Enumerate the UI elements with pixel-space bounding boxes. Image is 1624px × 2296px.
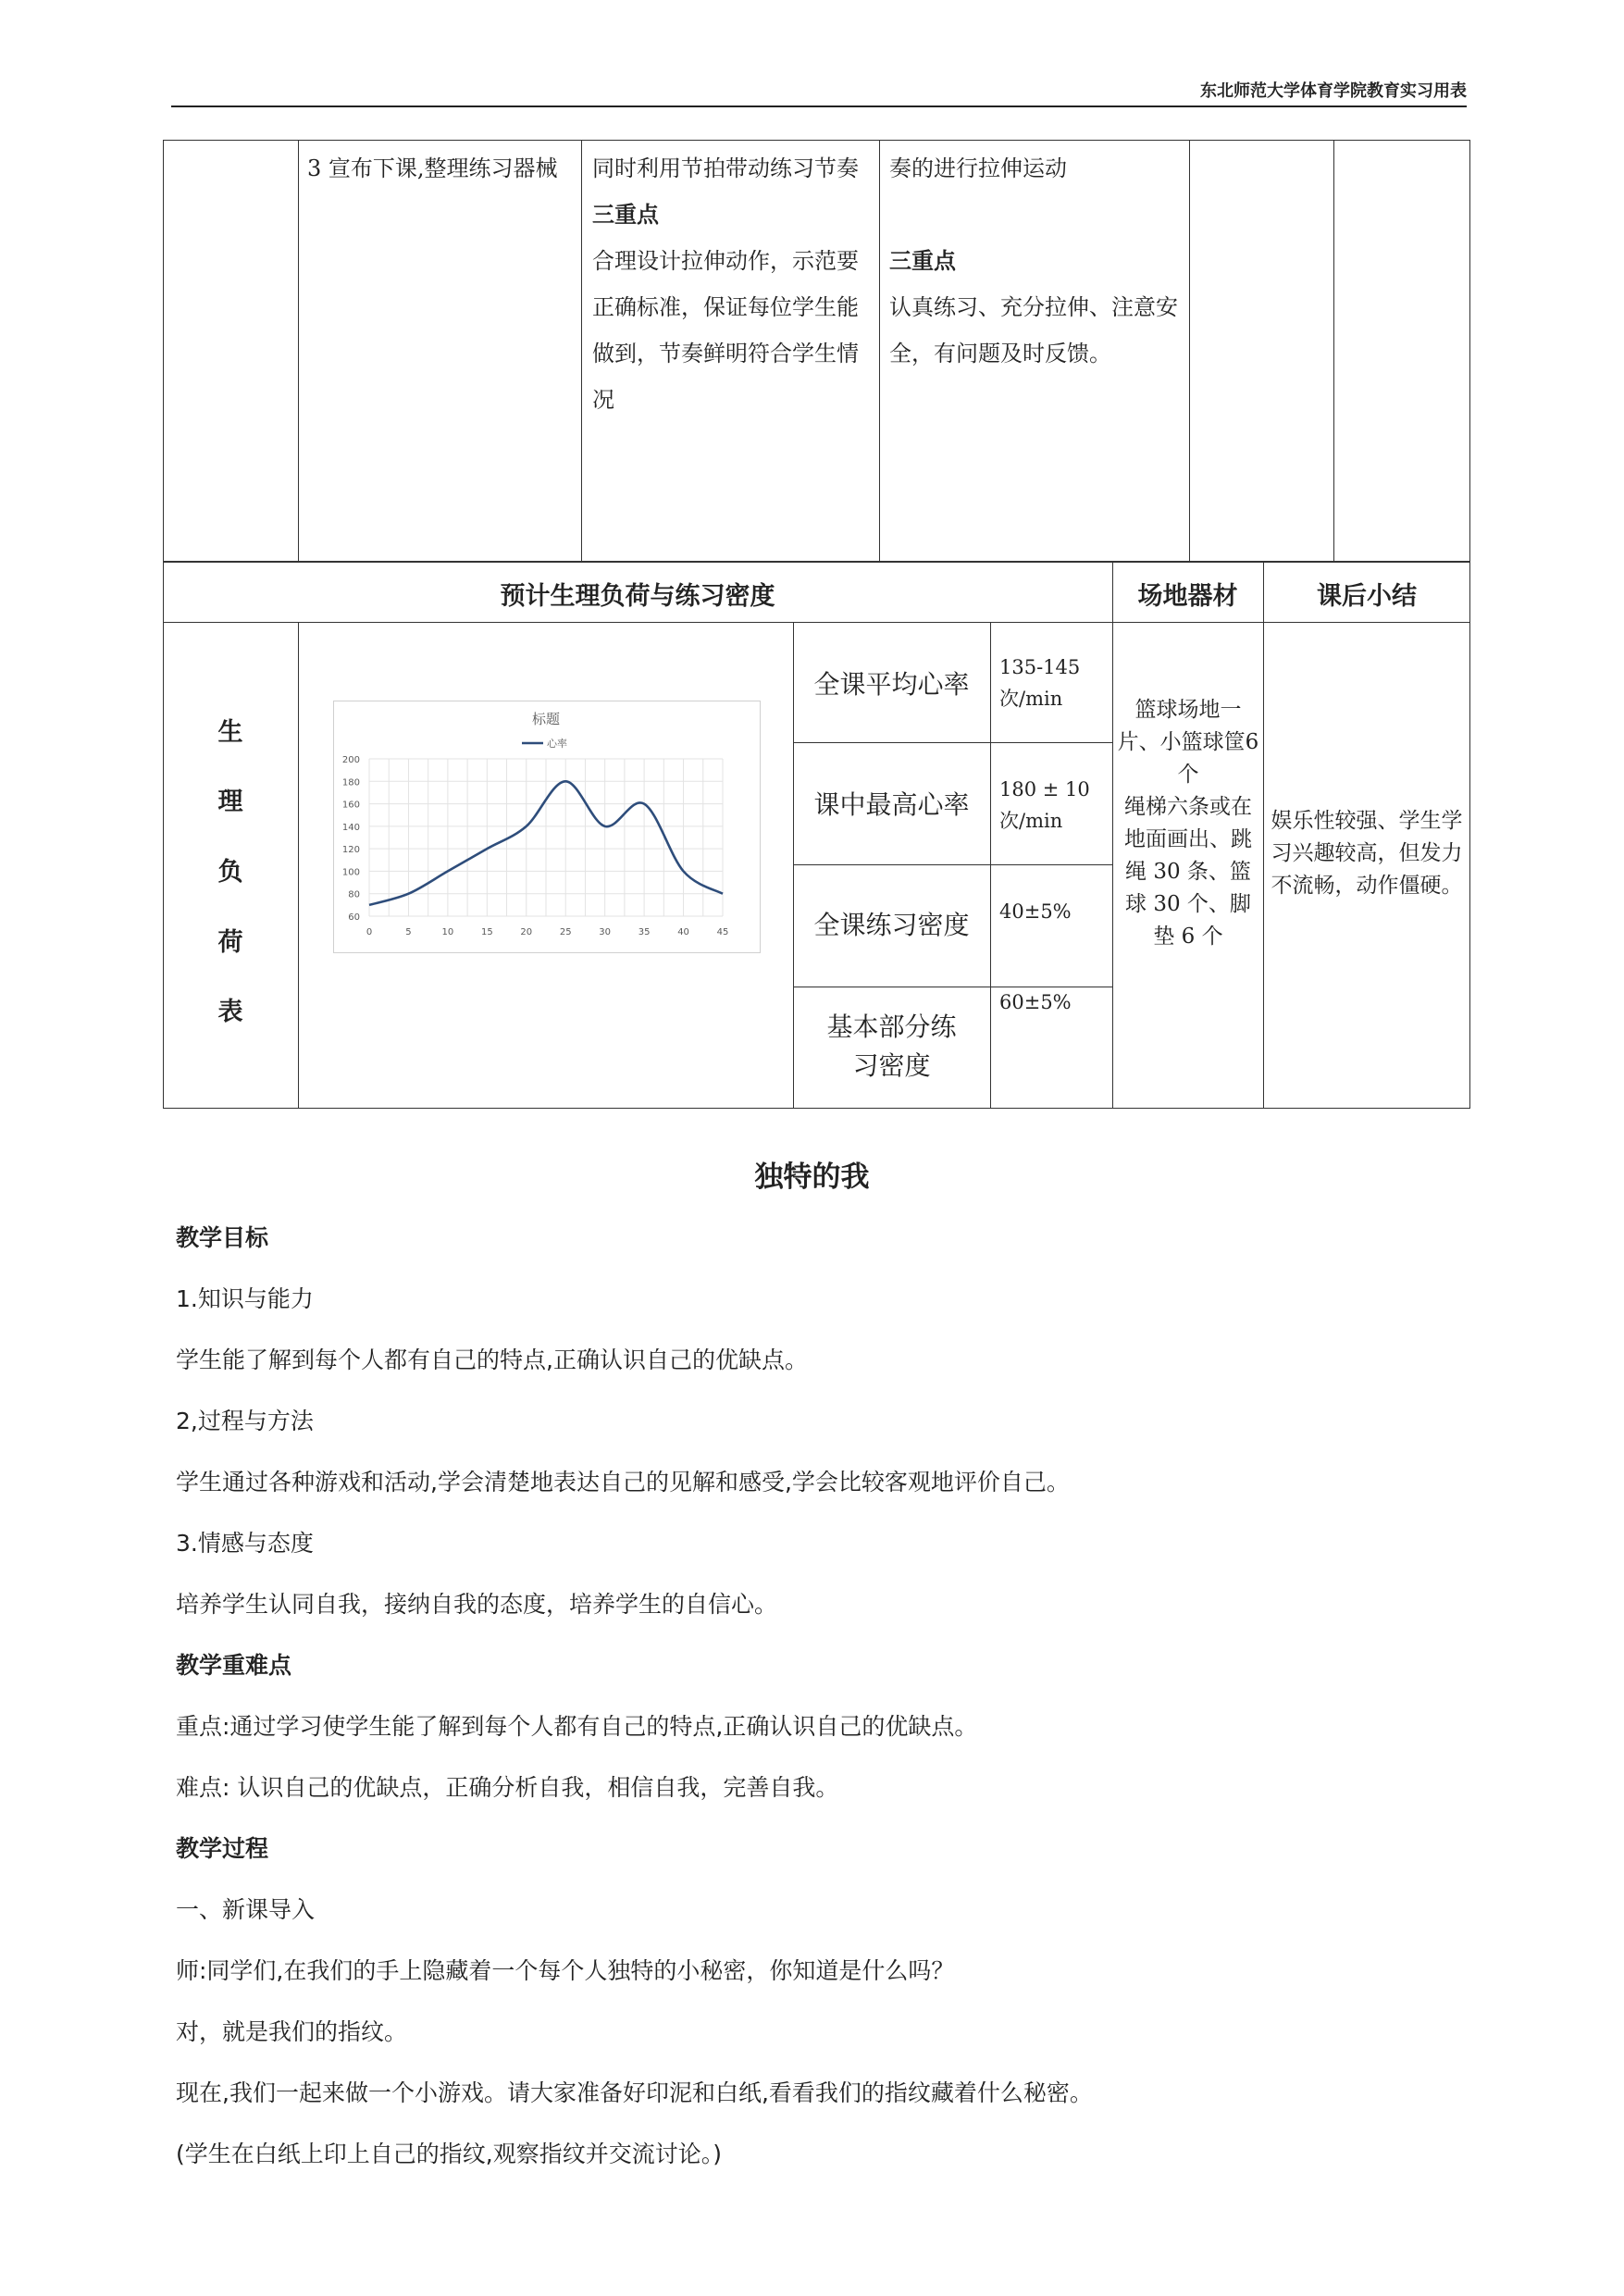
- load-table-header-rule: [163, 622, 1470, 623]
- side-label-char: 负: [217, 858, 243, 887]
- body-line: 2,过程与方法: [176, 1408, 314, 1434]
- header-rule: [171, 105, 1467, 107]
- body-line: 培养学生认同自我，接纳自我的态度，培养学生的自信心。: [176, 1591, 778, 1618]
- x-tick-label: 30: [599, 927, 612, 937]
- col4-text1: 奏的进行拉伸运动: [889, 155, 1067, 181]
- body-line: 一、新课导入: [176, 1896, 316, 1923]
- body-line: 重点:通过学习使学生能了解到每个人都有自己的特点,正确认识自己的优缺点。: [176, 1713, 978, 1740]
- load-table-row-rule: [793, 864, 1112, 865]
- body-line: 师:同学们,在我们的手上隐藏着一个每个人独特的小秘密，你知道是什么吗？: [176, 1957, 955, 1984]
- body-line: 难点: 认识自己的优缺点，正确分析自我，相信自我，完善自我。: [176, 1774, 839, 1801]
- top-table-col3: [592, 145, 870, 423]
- x-tick-label: 20: [520, 927, 533, 937]
- y-tick-label: 60: [348, 912, 360, 923]
- side-label-char: 生: [217, 718, 243, 747]
- section-heading: 教学重难点: [176, 1652, 292, 1679]
- body-line: (学生在白纸上印上自己的指纹,观察指纹并交流讨论。): [176, 2141, 722, 2167]
- dismiss-class-text: 3 宣布下课,整理练习器械: [307, 155, 558, 181]
- col3-heading: 三重点: [592, 201, 659, 228]
- load-header-summary: 课后小结: [1317, 582, 1417, 611]
- y-tick-label: 80: [348, 889, 360, 900]
- side-label-char: 理: [217, 788, 243, 816]
- col4-text2: 认真练习、充分拉伸、注意安全，有问题及时反馈。: [889, 294, 1178, 366]
- load-table-divider: [990, 622, 991, 1109]
- x-tick-label: 15: [480, 927, 493, 937]
- col4-heading: 三重点: [889, 247, 956, 274]
- load-table-divider: [1263, 561, 1264, 1109]
- load-table-row-rule: [793, 742, 1112, 743]
- row-label-density: 全课练习密度: [813, 910, 970, 940]
- load-header-equipment: 场地器材: [1137, 582, 1238, 611]
- row-label-max-hr: 课中最高心率: [813, 789, 970, 820]
- summary-text: 娱乐性较强、学生学习兴趣较高，但发力不流畅，动作僵硬。: [1271, 809, 1463, 898]
- x-tick-label: 5: [405, 927, 412, 937]
- x-tick-label: 40: [677, 927, 689, 937]
- y-tick-label: 120: [341, 845, 360, 856]
- x-tick-label: 0: [366, 927, 373, 937]
- top-table-divider: [581, 140, 582, 563]
- body-line: 现在,我们一起来做一个小游戏。请大家准备好印泥和白纸,看看我们的指纹藏着什么秘密。: [176, 2079, 1093, 2106]
- doc-title: 独特的我: [754, 1160, 870, 1194]
- body-line: 1.知识与能力: [176, 1285, 314, 1312]
- y-tick-label: 160: [341, 800, 360, 811]
- y-tick-label: 180: [341, 777, 360, 788]
- section-heading: 教学过程: [176, 1835, 269, 1862]
- top-table-col2-text: [307, 145, 576, 192]
- section-heading: 教学目标: [176, 1224, 269, 1251]
- row-label-avg-hr: 全课平均心率: [813, 669, 970, 700]
- y-tick-label: 200: [341, 755, 360, 765]
- y-tick-label: 100: [341, 867, 360, 878]
- chart-title: 标题: [531, 711, 561, 727]
- heart-rate-chart: [333, 701, 761, 953]
- body-line: 学生能了解到每个人都有自己的特点,正确认识自己的优缺点。: [176, 1347, 808, 1373]
- col3-text2: 合理设计拉伸动作，示范要正确标准，保证每位学生能做到，节奏鲜明符合学生情况: [592, 248, 859, 413]
- top-table-divider: [1189, 140, 1190, 563]
- row-value-basic-density: 60±5%: [999, 991, 1072, 1013]
- x-tick-label: 25: [559, 927, 572, 937]
- load-table-divider: [298, 622, 299, 1109]
- load-table-divider: [793, 622, 794, 1109]
- top-table-divider: [1333, 140, 1334, 563]
- body-line: 3.情感与态度: [176, 1530, 314, 1557]
- x-tick-label: 35: [638, 927, 651, 937]
- row-value-density: 40±5%: [999, 900, 1072, 923]
- top-table-divider: [879, 140, 880, 563]
- heart-rate-chart-svg: [334, 701, 760, 952]
- x-tick-label: 10: [441, 927, 454, 937]
- body-line: 学生通过各种游戏和活动,学会清楚地表达自己的见解和感受,学会比较客观地评价自己。: [176, 1469, 1070, 1496]
- row-value-avg-hr: 135-145 次/min: [999, 656, 1081, 710]
- top-table-divider: [298, 140, 299, 563]
- side-label-char: 表: [217, 998, 243, 1026]
- row-value-max-hr: 180 ± 10 次/min: [999, 778, 1090, 832]
- load-header-main: 预计生理负荷与练习密度: [500, 582, 775, 611]
- load-table-divider: [1112, 561, 1113, 1109]
- top-table-col4: [889, 145, 1185, 377]
- body-line: 对，就是我们的指纹。: [176, 2018, 408, 2045]
- row-label-basic-density: 基本部分练习密度: [826, 1011, 957, 1081]
- y-tick-label: 140: [341, 822, 360, 833]
- side-label-char: 荷: [217, 928, 243, 957]
- page-header-institution: 东北师范大学体育学院教育实习用表: [1200, 81, 1467, 101]
- legend-label: 心率: [547, 738, 567, 750]
- equipment-text: 篮球场地一片、小篮球筐6个 绳梯六条或在地面画出、跳绳 30 条、篮球 30 个、脚垫 6 个: [1117, 698, 1259, 949]
- col3-text1: 同时利用节拍带动练习节奏: [592, 155, 859, 181]
- x-tick-label: 45: [716, 927, 729, 937]
